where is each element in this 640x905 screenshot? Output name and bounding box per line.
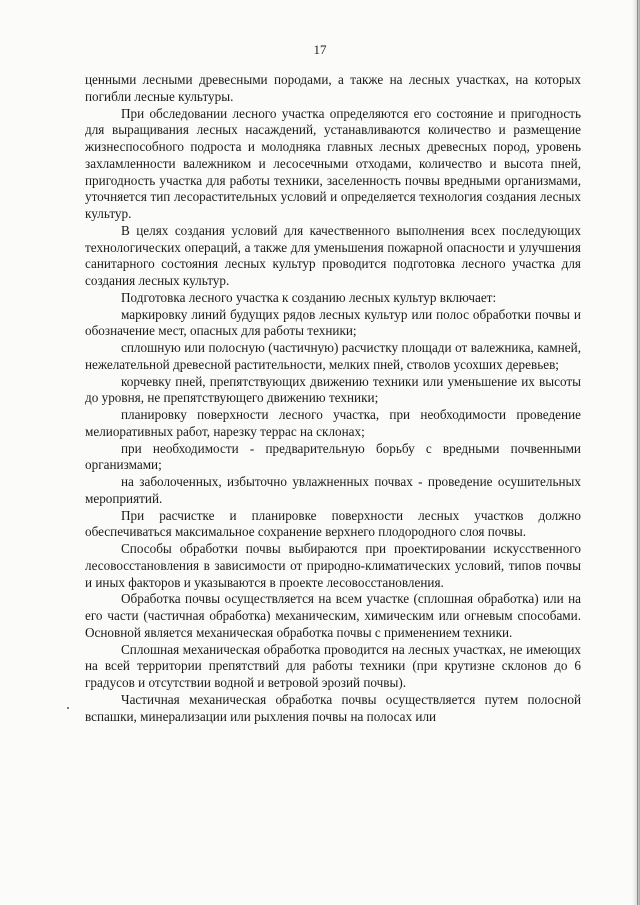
list-item: маркировку линий будущих рядов лесных культур или полос обработки почвы и обозначение мест, опасных для работы техники; — [85, 306, 581, 339]
list-item: корчевку пней, препятствующих движению техники или уменьшение их высоты до уровня, не препятствующего движению техники; — [85, 373, 581, 406]
page-edge-shadow — [632, 0, 640, 905]
page-edge-line — [637, 0, 638, 905]
list-item: планировку поверхности лесного участка, при необходимости проведение мелиоративных работ, нарезку террас на склонах; — [85, 407, 581, 439]
page-number: 17 — [313, 42, 327, 57]
scan-artifact — [67, 707, 69, 709]
paragraph: Обработка почвы осуществляется на всем участке (сплошная обработка) или на его части (частичная обработка) механическим, химическим или огневым способами. Основной является механическая обработка почвы с применением техники. — [85, 591, 581, 640]
list-item: при необходимости - предварительную борьбу с вредными почвенными организмами; — [85, 440, 581, 473]
paragraph: При обследовании лесного участка определяются его состояние и пригодность для выращивания лесных насаждений, устанавливаются количество и размещение жизнеспособного подроста и молодняка главных лесных древесных пород, уровень захламленности валежником и лесосечными отходами, количество и высота пней, пригодность участка для работы техники, заселенность почвы вредными организмами, уточняется тип лесорастительных условий и определяется технология создания лесных культур. — [85, 105, 581, 221]
paragraph: ценными лесными древесными породами, а также на лесных участках, на которых погибли лесные культуры. — [85, 72, 581, 104]
paragraph: Способы обработки почвы выбираются при проектировании искусственного лесовосстановления в зависимости от природно-климатических условий, типов почвы и иных факторов и указываются в проекте лесовосстановления. — [85, 541, 581, 590]
body-text — [85, 72, 581, 725]
paragraph: Частичная механическая обработка почвы осуществляется путем полосной вспашки, минерализации или рыхления почвы на полосах или — [85, 691, 581, 724]
paragraph: Сплошная механическая обработка проводится на лесных участках, не имеющих на всей территории препятствий для работы техники (при крутизне склонов до 6 градусов и отсутствии водной и ветровой эрозий почвы). — [85, 641, 581, 690]
list-item: сплошную или полосную (частичную) расчистку площади от валежника, камней, нежелательной древесной растительности, мелких пней, стволов усохших деревьев; — [85, 340, 581, 372]
paragraph: В целях создания условий для качественного выполнения всех последующих технологических операций, а также для уменьшения пожарной опасности и улучшения санитарного состояния лесных культур проводится подготовка лесного участка для создания лесных культур. — [85, 222, 581, 288]
paragraph: Подготовка лесного участка к созданию лесных культур включает: — [121, 289, 497, 305]
paragraph: При расчистке и планировке поверхности лесных участков должно обеспечиваться максимальное сохранение верхнего плодородного слоя почвы. — [85, 507, 581, 540]
list-item: на заболоченных, избыточно увлажненных почвах - проведение осушительных мероприятий. — [85, 474, 581, 506]
